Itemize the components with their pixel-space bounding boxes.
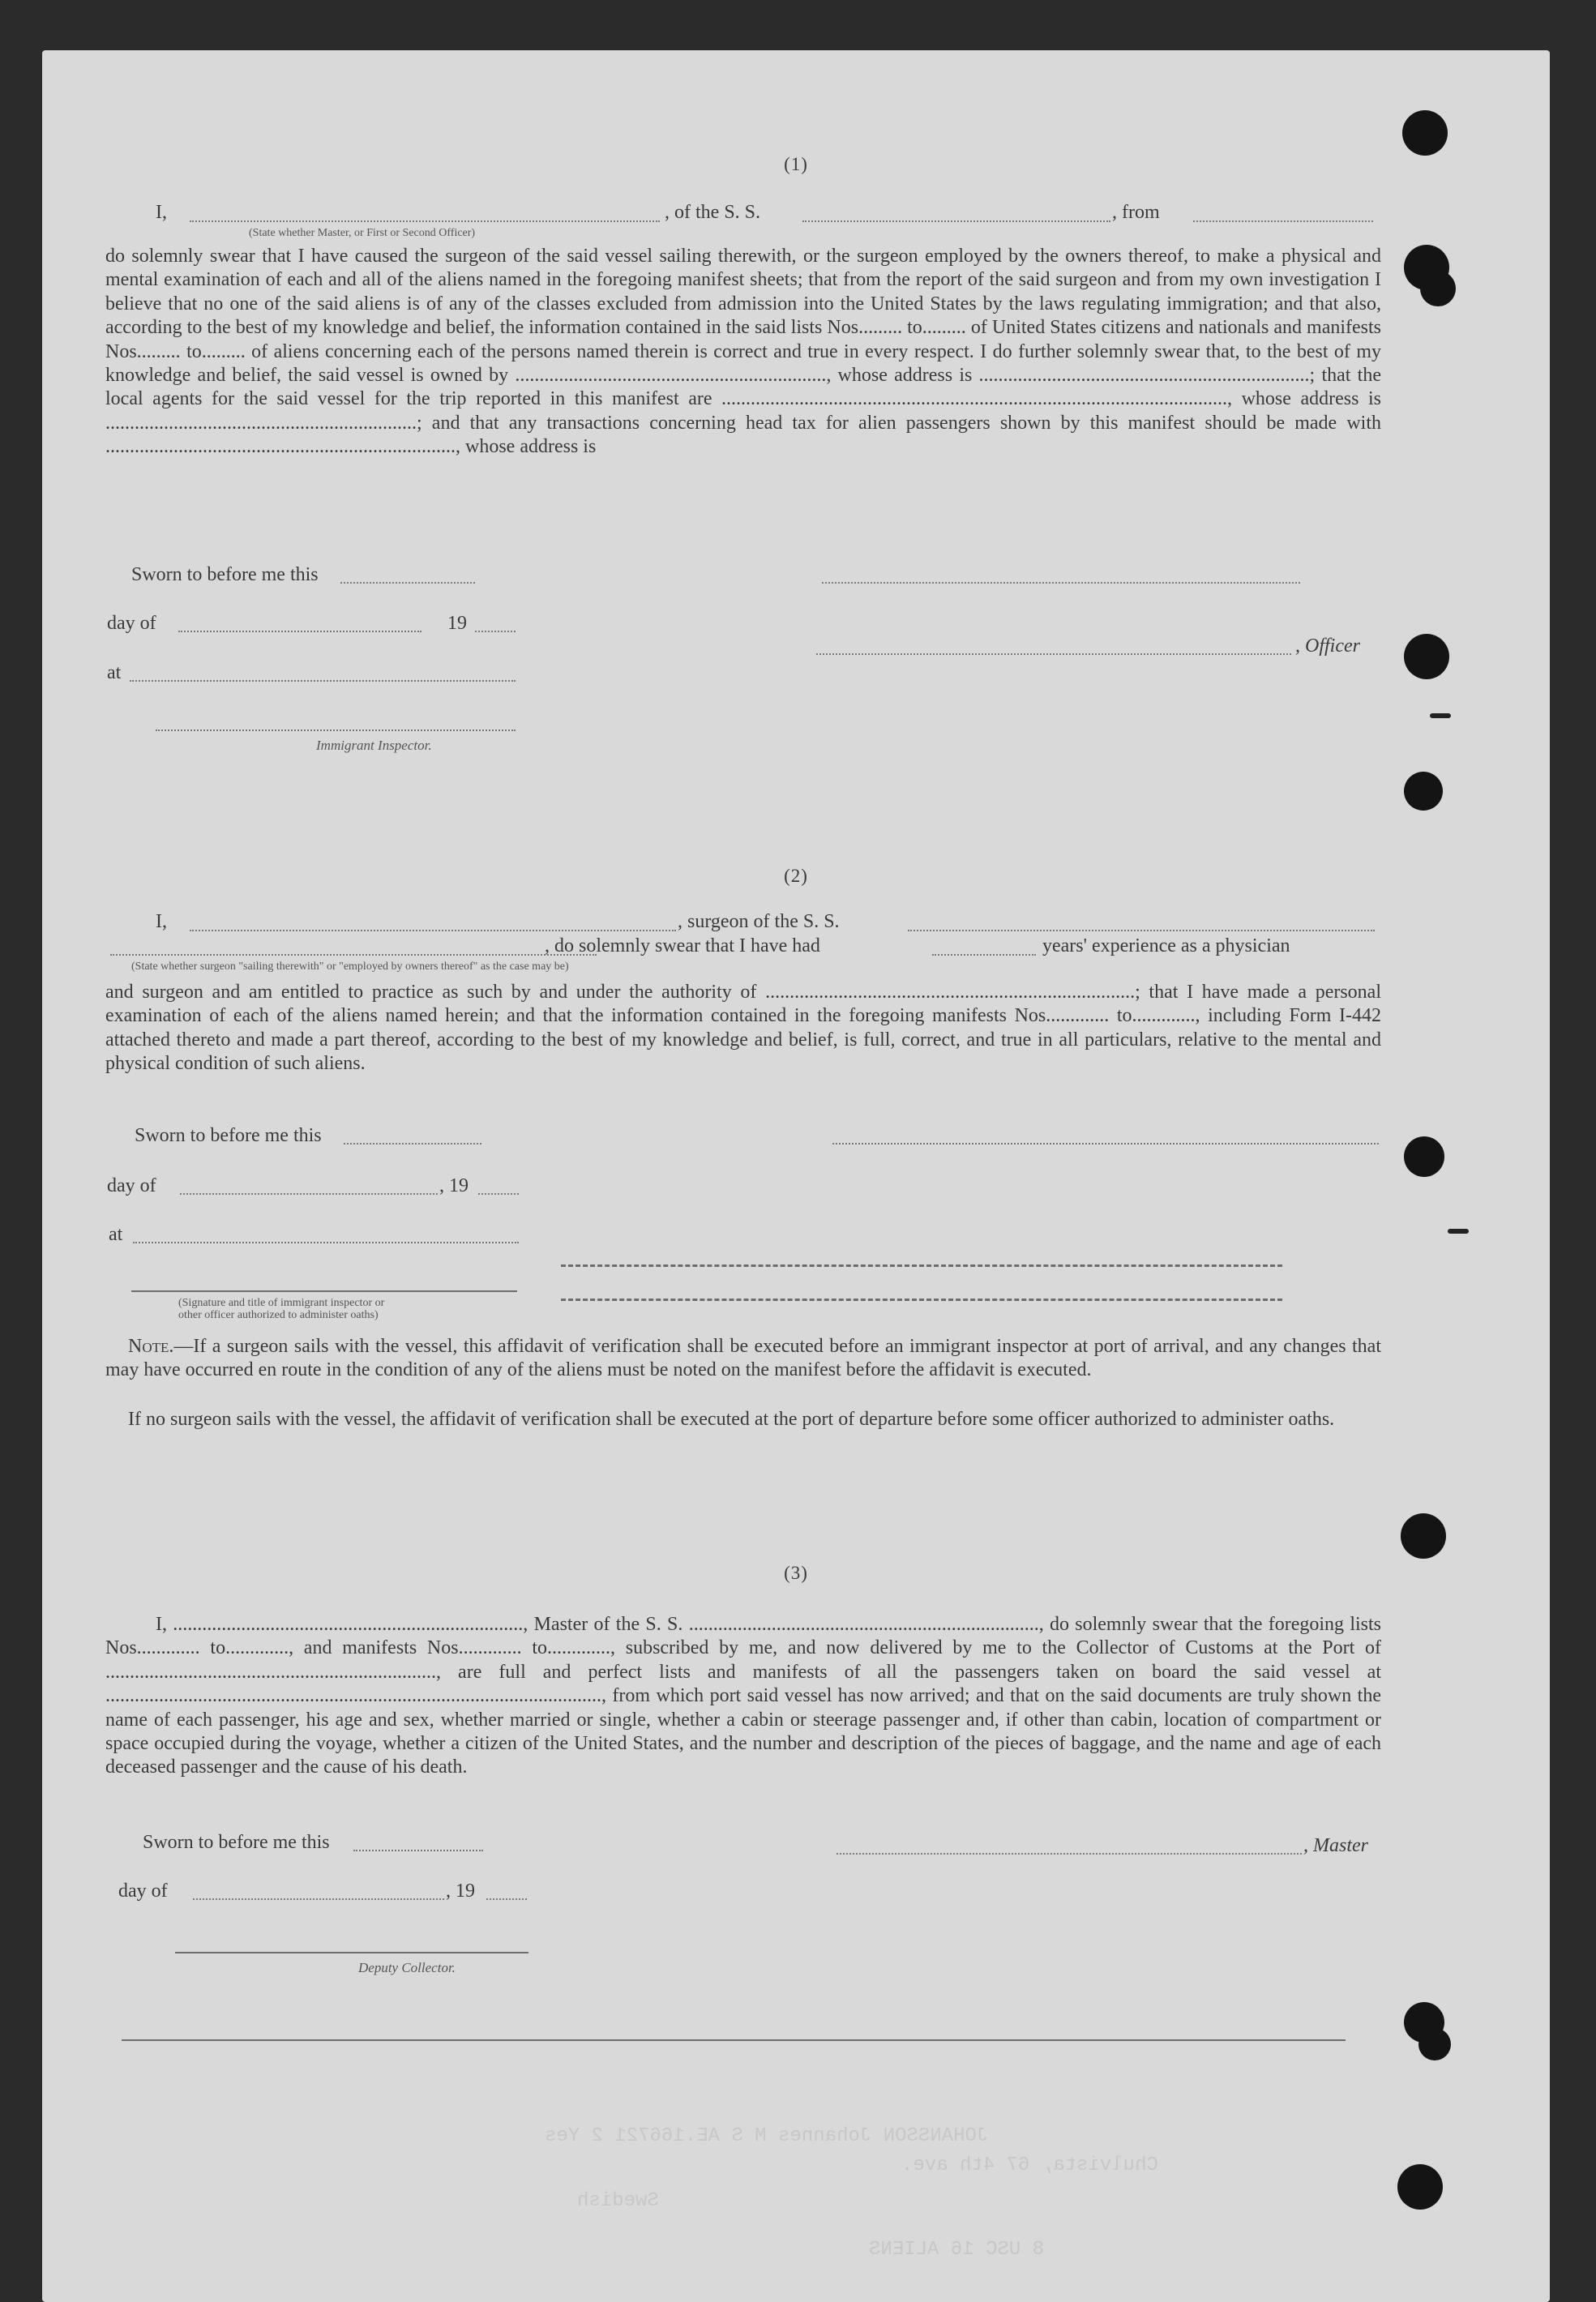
fill-in-blank — [190, 930, 676, 931]
section2-note — [105, 1335, 1381, 1383]
fill-in-blank — [486, 1898, 527, 1900]
fill-in-blank — [193, 1898, 444, 1900]
sworn-label: Sworn to before me this — [143, 1832, 330, 1853]
section2-oath-text: and surgeon and am entitled to practice as such by and under the authority of ............................................................................; that I have made a personal examination of each of the aliens named herein; and that the information contained in the foregoing manifests Nos............. to............., including Form I-442 attached thereto and made a part thereof, according to the best of my knowledge and belief, is full, correct, and true in all particulars, relative to the mental and physical condition of such aliens. — [105, 982, 1381, 1075]
note-label: Note. — [128, 1336, 174, 1357]
document-page — [42, 50, 1550, 2302]
bleed-through-line: JOHANSSON Johannes M S AE.166721 2 Yes — [545, 2125, 989, 2147]
punch-hole — [1402, 110, 1448, 156]
note-text: —If a surgeon sails with the vessel, this affidavit of verification shall be executed before an immigrant inspector at port of arrival, and any changes that may have occurred en route in the condition of any of the aliens must be noted on the manifest before the affidavit is executed. — [105, 1336, 1381, 1381]
fill-in-blank — [110, 954, 597, 956]
punch-hole — [1404, 1136, 1444, 1177]
years-label: years' experience as a physician — [1042, 935, 1290, 956]
oath-line-i: I, — [156, 911, 167, 932]
section-number: (3) — [784, 1563, 808, 1583]
signature-line — [156, 730, 516, 731]
fill-in-blank — [1193, 220, 1373, 222]
surgeon-instruction: (State whether surgeon "sailing therewith" or "employed by owners thereof" as the case may be) — [131, 961, 569, 973]
day-of-label: day of — [118, 1881, 168, 1902]
margin-mark — [1430, 713, 1451, 718]
collector-label: Deputy Collector. — [358, 1960, 456, 1975]
signature-note: (Signature and title of immigrant inspector or — [178, 1297, 385, 1309]
section2-note-2: If no surgeon sails with the vessel, the affidavit of verification shall be executed at the port of departure before some officer authorized to administer oaths. — [128, 1409, 1335, 1430]
fill-in-blank — [816, 653, 1291, 655]
section3-oath-text: I, ........................................................................, Master of the S. S. ........................................................................, do solemnly swear that the foregoing lists Nos............. to............., and manifests Nos............. to............., subscribed by me, and now delivered by me to the Collector of Customs at the Port of ...................................................................., are full and perfect lists and manifests of all the passengers taken on board the said vessel at ......................................................................................................, from which port said vessel has now arrived; and that on the said documents are truly shown the name of each passenger, his age and sex, whether married or single, whether a cabin or steerage passenger and, if other than cabin, location of compartment or space occupied during the voyage, whether a citizen of the United States, and the number and description of the pieces of baggage, and the name and age of each deceased passenger and the cause of his death. — [105, 1614, 1381, 1778]
master-label: , Master — [1303, 1835, 1368, 1856]
bleed-through-line: Chulvista, 67 4th ave. — [901, 2154, 1158, 2176]
fill-in-blank — [822, 582, 1300, 584]
surgeon-of-label: , surgeon of the S. S. — [678, 911, 840, 932]
from-label: , from — [1112, 202, 1160, 223]
bottom-rule — [122, 2039, 1346, 2041]
signature-line — [131, 1290, 517, 1292]
oath-line-i: I, — [156, 202, 167, 223]
swear-label: , do solemnly swear that I have had — [545, 935, 820, 956]
punch-hole — [1418, 2028, 1451, 2060]
year-label: , 19 — [446, 1881, 475, 1902]
punch-hole — [1420, 271, 1456, 306]
officer-label: , Officer — [1295, 635, 1360, 657]
signature-line — [175, 1952, 528, 1953]
section1-oath-text: do solemnly swear that I have caused the surgeon of the said vessel sailing therewith, or the surgeon employed by the owners thereof, to make a physical and mental examination of each and all of the aliens named in the foregoing manifest sheets; that from the report of the said surgeon and from my own investigation I believe that no one of the said aliens is of any of the classes excluded from admission into the United States by the laws regulating immigration; and that also, according to the best of my knowledge and belief, the information contained in the said lists Nos......... to......... of United States citizens and nationals and manifests Nos......... to......... of aliens concerning each of the persons named therein is correct and true in every respect. I do further solemnly swear that, to the best of my knowledge and belief, the said vessel is owned by ................................................................, whose address is ....................................................................; that the local agents for the said vessel for the trip reported in this manifest are ........................................................................................................, whose address is ................................................................; and that any transactions concerning head tax for alien passengers shown by this manifest should be made with ........................................................................, whose address is — [105, 246, 1381, 458]
year-label: 19 — [447, 613, 467, 634]
fill-in-blank — [908, 930, 1375, 931]
fill-in-blank — [130, 680, 516, 682]
fill-in-blank — [802, 220, 1110, 222]
punch-hole — [1404, 772, 1443, 811]
year-label: , 19 — [439, 1175, 469, 1196]
fill-in-blank — [353, 1850, 483, 1851]
punch-hole — [1404, 634, 1449, 679]
signature-line — [837, 1853, 1302, 1855]
punch-hole — [1401, 1513, 1446, 1559]
fill-in-blank — [133, 1242, 519, 1243]
fill-in-blank — [478, 1193, 519, 1195]
signature-line — [561, 1299, 1282, 1301]
at-label: at — [107, 662, 122, 683]
of-ss-label: , of the S. S. — [665, 202, 761, 223]
inspector-label: Immigrant Inspector. — [316, 738, 432, 753]
sworn-label: Sworn to before me this — [135, 1125, 322, 1146]
fill-in-blank — [340, 582, 475, 584]
day-of-label: day of — [107, 1175, 156, 1196]
fill-in-blank — [178, 631, 421, 632]
section-number: (1) — [784, 154, 808, 174]
fill-in-blank — [344, 1143, 481, 1145]
bleed-through-line: Swedish — [577, 2190, 659, 2212]
at-label: at — [109, 1224, 123, 1245]
punch-hole — [1397, 2164, 1443, 2210]
sworn-label: Sworn to before me this — [131, 564, 319, 585]
officer-instruction: (State whether Master, or First or Second Officer) — [249, 227, 476, 239]
section-number: (2) — [784, 866, 808, 886]
fill-in-blank — [180, 1193, 438, 1195]
signature-note: other officer authorized to administer oaths) — [178, 1309, 379, 1321]
fill-in-blank — [475, 631, 516, 632]
signature-line — [832, 1143, 1379, 1145]
fill-in-blank — [190, 220, 660, 222]
margin-mark — [1448, 1229, 1469, 1234]
fill-in-blank — [932, 954, 1036, 956]
signature-line — [561, 1264, 1282, 1267]
bleed-through-line: 8 USC 16 ALIENS — [869, 2239, 1045, 2261]
day-of-label: day of — [107, 613, 156, 634]
